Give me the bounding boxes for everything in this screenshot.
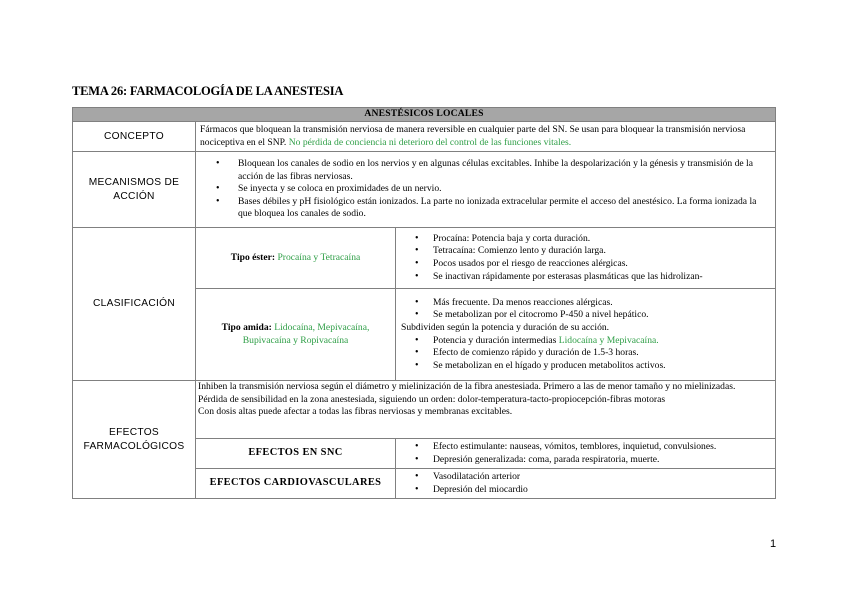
potencia-text: Potencia y duración intermedias — [433, 334, 559, 346]
anesthetics-table — [72, 107, 776, 499]
cardio-details — [396, 469, 776, 499]
concepto-text-green: No pérdida de conciencia ni deterioro del control de las funciones vitales. — [288, 136, 572, 148]
list-item: • Se metabolizan por el citocromo P-450 a nivel hepático. — [433, 309, 772, 322]
list-item — [433, 335, 772, 348]
amida-list-bottom — [399, 335, 772, 373]
cardio-label: EFECTOS CARDIOVASCULARES — [196, 469, 396, 499]
table-header: ANESTÉSICOS LOCALES — [73, 108, 776, 122]
concepto-text — [196, 122, 776, 152]
list-item: • Se inactivan rápidamente por esterasas plasmáticas que las hidrolizan- — [433, 271, 772, 284]
list-item: • Tetracaína: Comienzo lento y duración larga. — [433, 245, 772, 258]
table-header-row — [73, 108, 776, 122]
snc-list — [399, 441, 772, 466]
list-item: • Se inyecta y se coloca en proximidades de un nervio. — [238, 183, 772, 196]
amida-label: Tipo amida: — [221, 321, 272, 333]
clasificacion-label: CLASIFICACIÓN — [73, 228, 196, 381]
list-item: • Procaína: Potencia baja y corta duración. — [433, 233, 772, 246]
list-item: • Se metabolizan en el hígado y producen metabolitos activos. — [433, 360, 772, 373]
amida-details — [396, 289, 776, 381]
efectos-general-row — [73, 381, 776, 439]
mecanismos-label: MECANISMOS DE ACCIÓN — [73, 152, 196, 228]
ester-list — [399, 233, 772, 283]
mecanismos-content — [196, 152, 776, 228]
amida-subdivide: Subdividen según la potencia y duración de su acción. — [401, 321, 610, 333]
list-item: • Depresión del miocardio — [433, 484, 772, 497]
efectos-line: Inhiben la transmisión nerviosa según el diámetro y mielinización de la fibra anestesiada. Primero a las de menor tamaño y no mielinizadas. — [198, 381, 736, 392]
amida-list-top — [399, 297, 772, 322]
list-item: • Bloquean los canales de sodio en los nervios y en algunas células excitables. Inhibe la despolarización y la génesis y transmisión de la acción de las fibras nerviosas. — [238, 158, 772, 183]
amida-examples: Lidocaína, Mepivacaína, Bupivacaína y Ropivacaína — [242, 321, 370, 346]
amida-type — [196, 289, 396, 381]
snc-details — [396, 439, 776, 469]
efectos-line: Pérdida de sensibilidad en la zona anestesiada, siguiendo un orden: dolor-temperatura-tacto-propiocepción-fibras motoras — [198, 393, 666, 405]
page-title: TEMA 26: FARMACOLOGÍA DE LA ANESTESIA — [72, 84, 344, 98]
efectos-general — [196, 381, 776, 439]
cardio-list — [399, 471, 772, 496]
ester-examples: Procaína y Tetracaína — [277, 251, 361, 263]
list-item: • Efecto de comienzo rápido y duración de 1.5-3 horas. — [433, 347, 772, 360]
list-item: • Bases débiles y pH fisiológico están ionizados. La parte no ionizada extracelular permite el acceso del anestésico. La forma ionizada la que bloquea los canales de sodio. — [238, 196, 772, 221]
ester-label: Tipo éster: — [230, 251, 276, 263]
mecanismos-list — [199, 158, 772, 221]
snc-label: EFECTOS EN SNC — [196, 439, 396, 469]
concepto-row — [73, 122, 776, 152]
ester-details — [396, 228, 776, 289]
concepto-text-main: Fármacos que bloquean la transmisión nerviosa de manera reversible en cualquier parte del SN. Se usan para bloquear la transmisión nerviosa nociceptiva en el SNP. — [200, 123, 746, 148]
page-number: 1 — [770, 538, 777, 550]
efectos-line: Con dosis altas puede afectar a todas las fibras nerviosas y membranas excitables. — [198, 406, 513, 418]
potencia-green: Lidocaína y Mepivacaína. — [558, 334, 659, 346]
list-item: • Pocos usados por el riesgo de reacciones alérgicas. — [433, 258, 772, 271]
concepto-label: CONCEPTO — [73, 122, 196, 152]
efectos-label: EFECTOS FARMACOLÓGICOS — [73, 381, 196, 499]
list-item: • Depresión generalizada: coma, parada respiratoria, muerte. — [433, 454, 772, 467]
mecanismos-row — [73, 152, 776, 228]
ester-type — [196, 228, 396, 289]
clasificacion-ester-row — [73, 228, 776, 289]
list-item: • Efecto estimulante: nauseas, vómitos, temblores, inquietud, convulsiones. — [433, 441, 772, 454]
list-item: • Vasodilatación arterior — [433, 471, 772, 484]
list-item: • Más frecuente. Da menos reacciones alérgicas. — [433, 297, 772, 310]
